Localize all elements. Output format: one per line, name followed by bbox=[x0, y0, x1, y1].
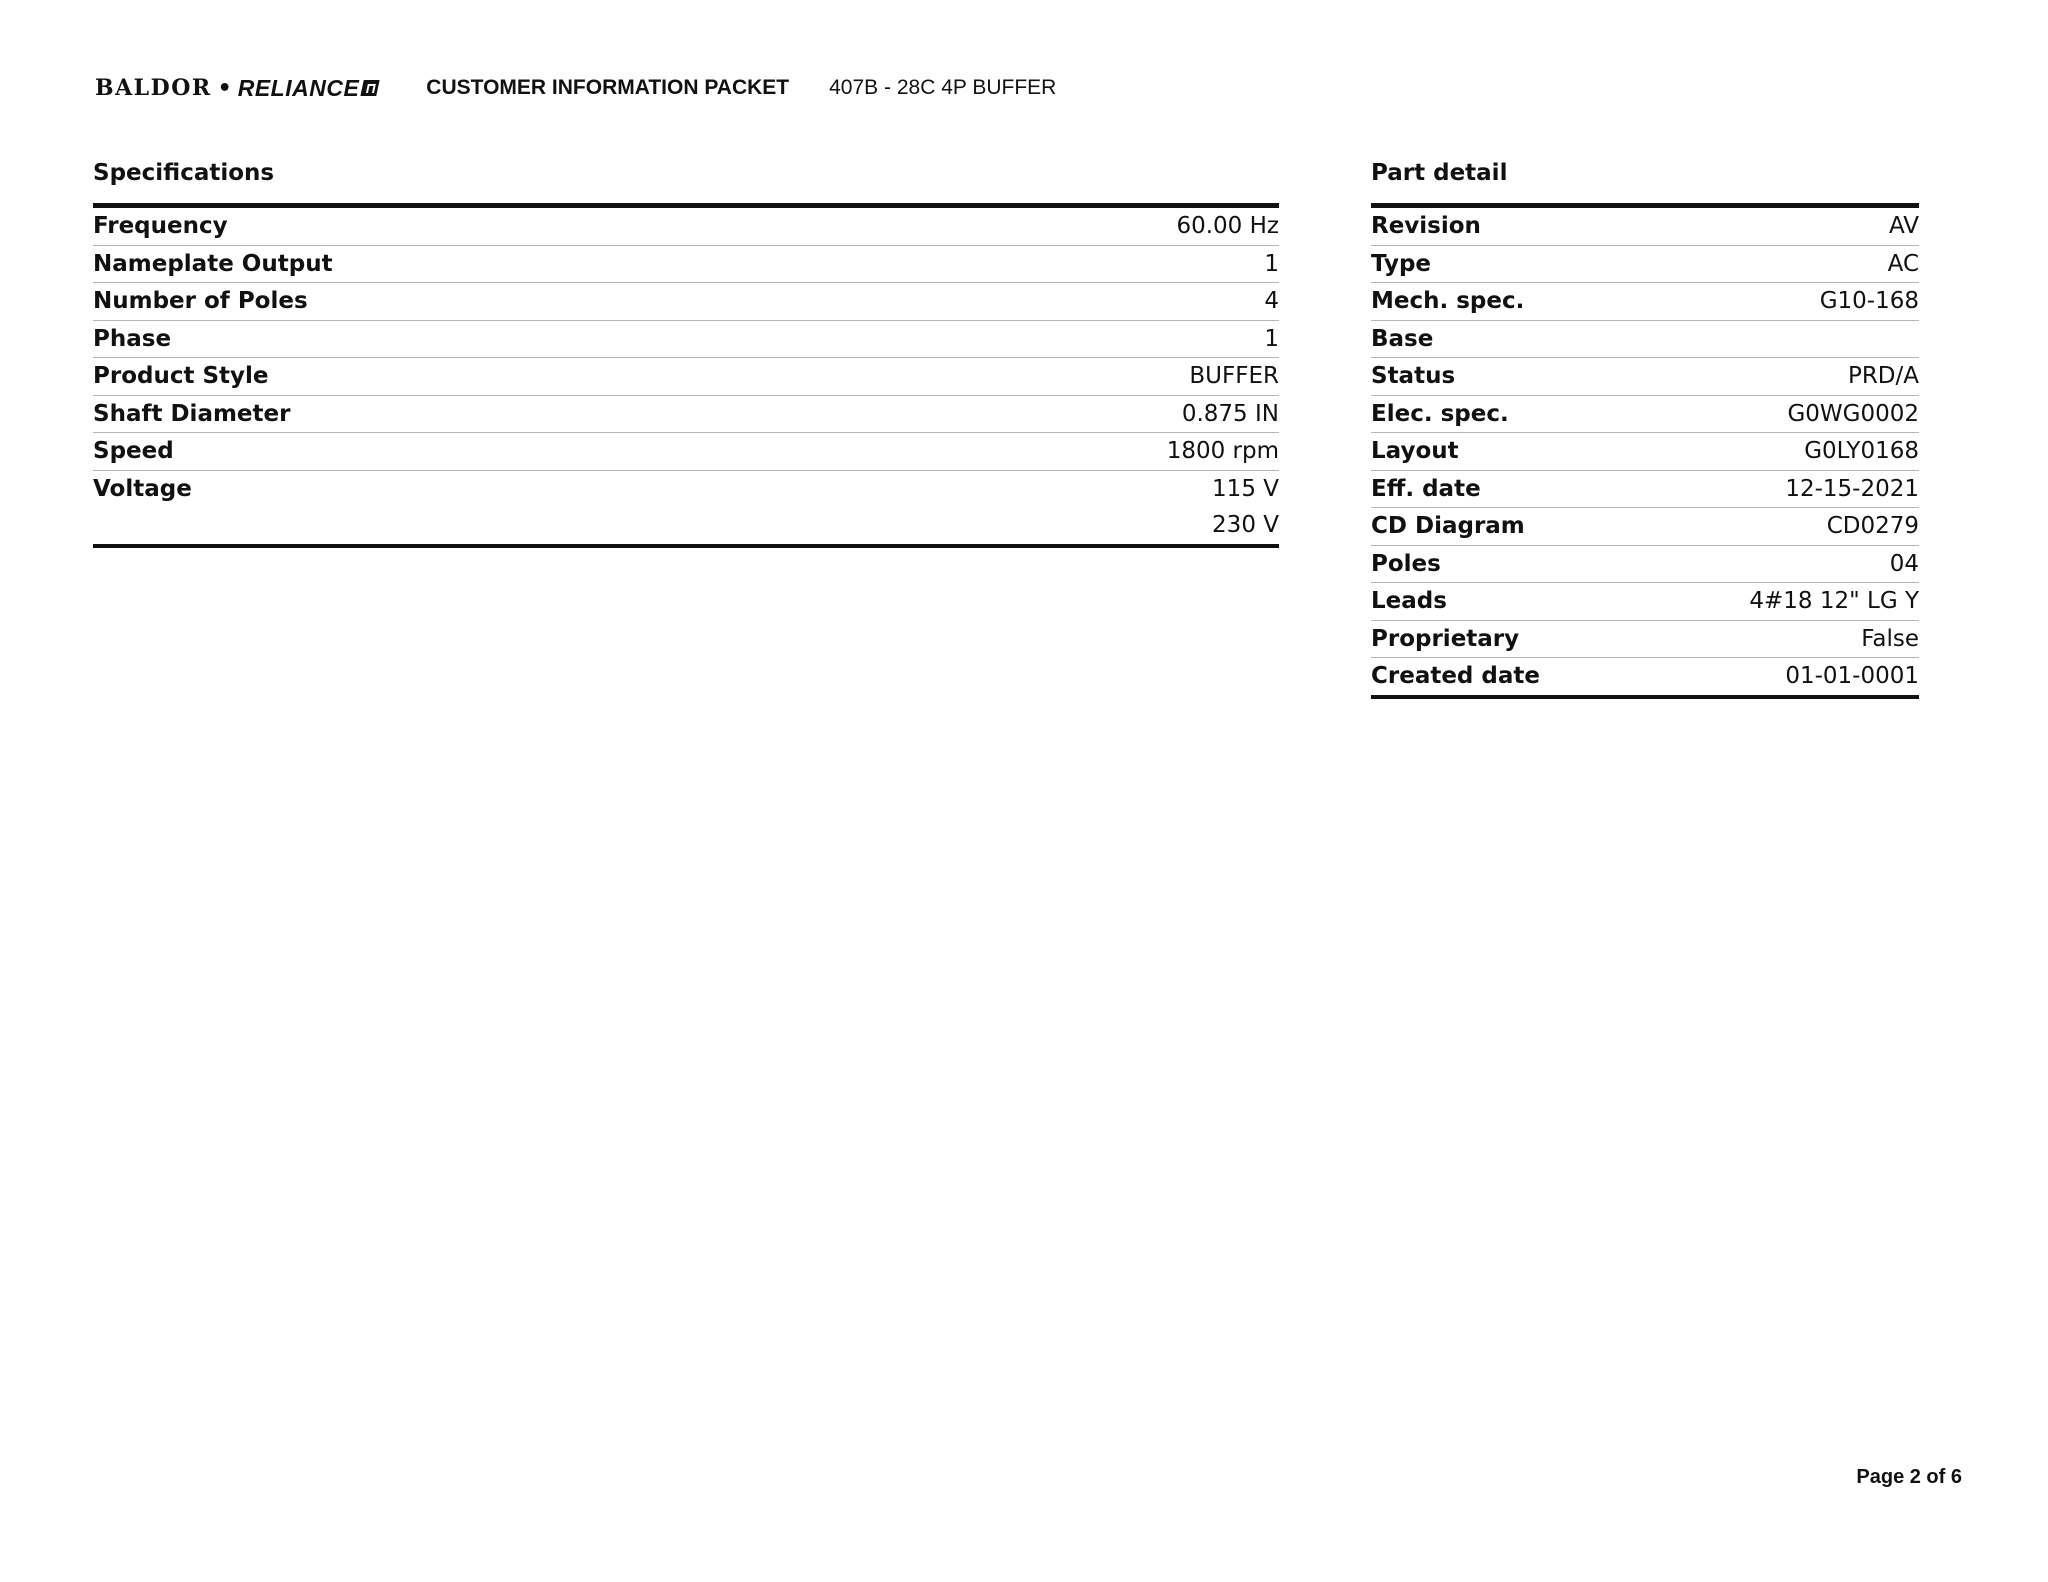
table-row bbox=[1371, 658, 1919, 695]
specifications-title: Specifications bbox=[93, 160, 275, 186]
table-row bbox=[1371, 471, 1919, 509]
table-row bbox=[1371, 546, 1919, 584]
row-label: Voltage bbox=[93, 475, 192, 502]
table-row bbox=[1371, 396, 1919, 434]
row-value: 0.875 IN bbox=[1181, 400, 1279, 427]
table-row bbox=[93, 396, 1279, 434]
part-detail-section bbox=[1371, 158, 1919, 699]
page-number: Page 2 of 6 bbox=[1856, 1466, 1962, 1488]
table-row bbox=[1371, 321, 1919, 359]
row-label: Eff. date bbox=[1371, 475, 1481, 502]
row-value: 04 bbox=[1889, 550, 1919, 577]
table-row bbox=[93, 471, 1279, 508]
row-value: 115 V bbox=[1212, 475, 1279, 502]
row-value: BUFFER bbox=[1189, 363, 1279, 390]
table-row bbox=[93, 358, 1279, 396]
specifications-section bbox=[93, 158, 1279, 548]
row-value: 1 bbox=[1264, 250, 1279, 277]
row-value: 4#18 12" LG Y bbox=[1749, 588, 1919, 615]
table-row bbox=[93, 433, 1279, 471]
row-label: Nameplate Output bbox=[93, 250, 333, 277]
row-value: 12-15-2021 bbox=[1785, 475, 1919, 502]
document-title: CUSTOMER INFORMATION PACKET bbox=[426, 76, 790, 99]
row-value: 4 bbox=[1264, 288, 1279, 315]
row-value: PRD/A bbox=[1847, 363, 1919, 390]
document-subtitle: 407B - 28C 4P BUFFER bbox=[829, 76, 1057, 99]
row-value: G0LY0168 bbox=[1804, 438, 1919, 465]
row-label: Type bbox=[1371, 250, 1432, 277]
table-row bbox=[1371, 583, 1919, 621]
row-label: Base bbox=[1371, 325, 1434, 352]
logo-separator: • bbox=[217, 75, 232, 101]
table-row bbox=[1371, 283, 1919, 321]
row-label: Frequency bbox=[93, 213, 228, 240]
table-row bbox=[93, 321, 1279, 359]
row-label: Speed bbox=[93, 438, 174, 465]
row-value: CD0279 bbox=[1826, 513, 1919, 540]
table-row bbox=[1371, 621, 1919, 659]
row-value: 1 bbox=[1264, 325, 1279, 352]
row-value: AV bbox=[1889, 213, 1919, 240]
logo-baldor-text: BALDOR bbox=[95, 75, 212, 101]
row-label: Poles bbox=[1371, 550, 1441, 577]
table-row bbox=[93, 246, 1279, 284]
logo-reliance-text: RELIANCE bbox=[237, 74, 360, 101]
row-label: Created date bbox=[1371, 663, 1540, 690]
table-row bbox=[1371, 433, 1919, 471]
table-row bbox=[1371, 358, 1919, 396]
table-row bbox=[93, 507, 1279, 544]
table-row bbox=[1371, 208, 1919, 246]
row-label: Shaft Diameter bbox=[93, 400, 291, 427]
row-value: 01-01-0001 bbox=[1785, 663, 1919, 690]
row-label: Mech. spec. bbox=[1371, 288, 1525, 315]
row-value: AC bbox=[1887, 250, 1919, 277]
row-label: Status bbox=[1371, 363, 1456, 390]
row-value: 60.00 Hz bbox=[1176, 213, 1279, 240]
row-label: Revision bbox=[1371, 213, 1481, 240]
table-row bbox=[1371, 508, 1919, 546]
row-label: Layout bbox=[1371, 438, 1459, 465]
row-label: Proprietary bbox=[1371, 625, 1520, 652]
table-bottom-rule bbox=[1371, 695, 1919, 699]
document-header bbox=[95, 70, 1056, 106]
row-label: CD Diagram bbox=[1371, 513, 1525, 540]
row-label: Leads bbox=[1371, 588, 1447, 615]
row-label: Number of Poles bbox=[93, 288, 308, 315]
row-value: G10-168 bbox=[1819, 288, 1919, 315]
baldor-reliance-logo bbox=[95, 70, 378, 106]
row-value: 1800 rpm bbox=[1166, 438, 1279, 465]
table-row bbox=[93, 283, 1279, 321]
row-value: False bbox=[1861, 625, 1919, 652]
row-label: Product Style bbox=[93, 363, 269, 390]
part-detail-title: Part detail bbox=[1371, 160, 1508, 186]
row-value: G0WG0002 bbox=[1787, 400, 1919, 427]
row-label: Elec. spec. bbox=[1371, 400, 1509, 427]
reliance-mark-icon bbox=[361, 80, 380, 96]
table-bottom-rule bbox=[93, 544, 1279, 548]
table-row bbox=[93, 208, 1279, 246]
table-row bbox=[1371, 246, 1919, 284]
row-label: Phase bbox=[93, 325, 172, 352]
row-value: 230 V bbox=[1212, 512, 1279, 539]
